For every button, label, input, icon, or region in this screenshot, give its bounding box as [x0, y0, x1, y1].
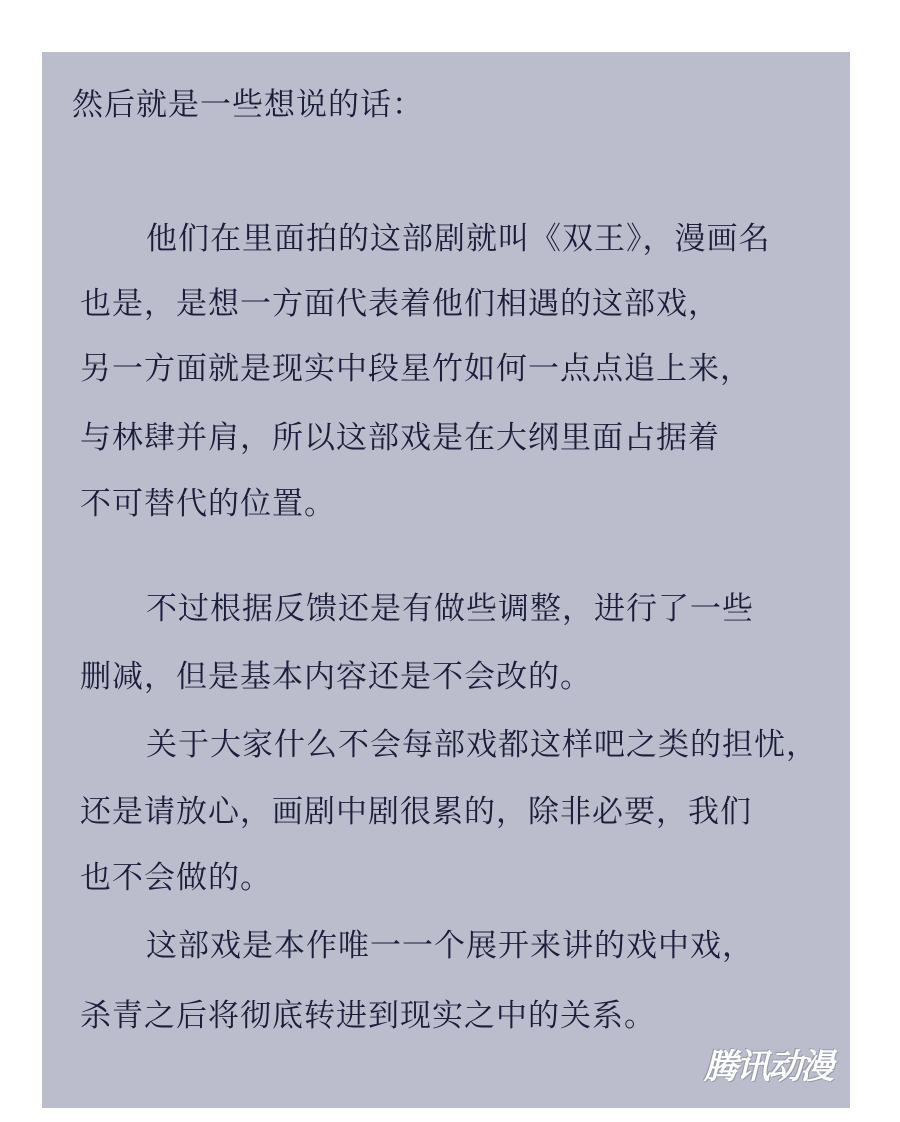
paragraph-line: 另一方面就是现实中段星竹如何一点点追上来， — [80, 351, 752, 387]
paragraph-line: 杀青之后将彻底转进到现实之中的关系。 — [80, 998, 656, 1034]
paragraph-line: 不过根据反馈还是有做些调整，进行了一些 — [146, 591, 754, 627]
text-panel — [42, 52, 850, 1108]
paragraph-line: 删减，但是基本内容还是不会改的。 — [80, 659, 592, 695]
paragraph-line: 不可替代的位置。 — [80, 486, 336, 522]
paragraph-line: 与林肆并肩，所以这部戏是在大纲里面占据着 — [80, 420, 720, 456]
paragraph-line: 还是请放心，画剧中剧很累的，除非必要，我们 — [80, 794, 752, 830]
paragraph-line: 关于大家什么不会每部戏都这样吧之类的担忧， — [146, 727, 818, 763]
paragraph-line: 也不会做的。 — [80, 860, 272, 896]
heading: 然后就是一些想说的话： — [72, 87, 424, 123]
watermark-logo: 腾讯动漫 — [704, 1047, 832, 1087]
paragraph-line: 这部戏是本作唯一一个展开来讲的戏中戏， — [146, 928, 754, 964]
paragraph-line: 也是，是想一方面代表着他们相遇的这部戏， — [80, 286, 720, 322]
paragraph-line: 他们在里面拍的这部剧就叫《双王》，漫画名 — [146, 221, 771, 257]
